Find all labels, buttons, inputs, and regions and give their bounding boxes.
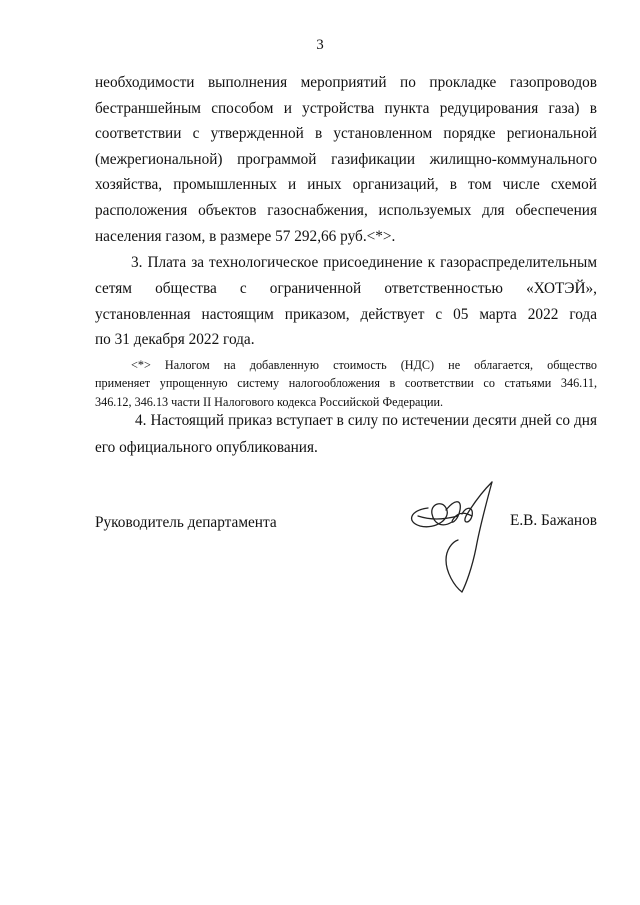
text-line: необходимости выполнения мероприятий по прокладке газопроводов bbox=[95, 74, 597, 91]
paragraph-4 bbox=[95, 407, 597, 461]
paragraph-2-continuation bbox=[95, 70, 597, 249]
footnote-line: 346.12, 346.13 части II Налогового кодекса Российской Федерации. bbox=[95, 394, 444, 409]
text-line: по 31 декабря 2022 года. bbox=[95, 331, 255, 349]
text-line: 4. Настоящий приказ вступает в силу по истечении десяти дней со дня bbox=[135, 412, 597, 429]
text-line: его официального опубликования. bbox=[95, 439, 318, 456]
footnote-line: <*> Налогом на добавленную стоимость (НДС) не облагается, общество bbox=[131, 358, 597, 372]
text-line: хозяйства, промышленных и иных организаций, в том числе схемой bbox=[95, 176, 597, 194]
signatory-name: Е.В. Бажанов bbox=[509, 512, 597, 529]
text-line: сетям общества с ограниченной ответственностью «ХОТЭЙ», bbox=[95, 279, 597, 297]
handwritten-signature bbox=[402, 470, 522, 600]
text-line: расположения объектов газоснабжения, используемых для обеспечения bbox=[95, 201, 597, 219]
text-line: соответствии с утвержденной в установленном порядке региональной bbox=[95, 125, 597, 143]
page-number: 3 bbox=[316, 37, 324, 53]
paragraph-3 bbox=[95, 250, 597, 353]
signatory-position: Руководитель департамента bbox=[95, 514, 277, 531]
footnote-line: применяет упрощенную систему налогообложения в соответствии со статьями 346.11, bbox=[95, 376, 597, 391]
text-line: населения газом, в размере 57 292,66 руб.<*>. bbox=[95, 227, 396, 245]
text-line: (межрегиональной) программой газификации жилищно-коммунального bbox=[95, 150, 597, 168]
footnote bbox=[95, 356, 597, 411]
text-line: бестраншейным способом и устройства пункта редуцирования газа) в bbox=[95, 99, 597, 117]
text-line: 3. Плата за технологическое присоединение к газораспределительным bbox=[131, 254, 597, 271]
text-line: установленная настоящим приказом, действует с 05 марта 2022 года bbox=[95, 305, 597, 323]
